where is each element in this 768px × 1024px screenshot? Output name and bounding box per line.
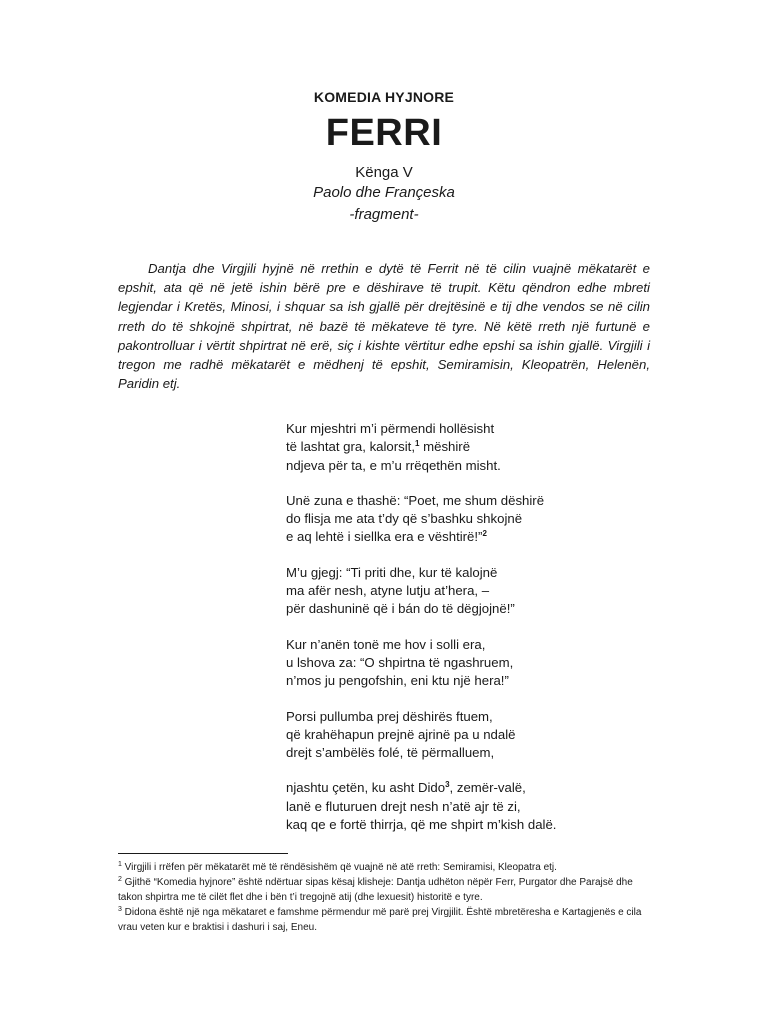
stanza-5: [286, 708, 686, 763]
footnote-number: 1: [118, 861, 122, 868]
canto-subtitle: Paolo dhe Françeska: [313, 184, 455, 201]
verse-line: që krahëhapun prejnë ajrinë pa u ndalë: [286, 726, 516, 742]
verse-line: Unë zuna e thashë: “Poet, me shum dëshirë: [286, 492, 545, 508]
stanza-4: [286, 636, 686, 691]
verse-line: [286, 528, 686, 546]
verse-line: [286, 438, 686, 456]
footnote-divider: [118, 853, 288, 854]
verse-text: njashtu çetën, ku asht Dido: [286, 780, 446, 796]
footnotes: [118, 860, 650, 935]
footnote-3: [118, 905, 650, 935]
verse-line: për dashuninë që i bán do të dëgjojnë!”: [286, 601, 515, 617]
verse-line: M’u gjegj: “Ti priti dhe, kur të kalojnë: [286, 564, 498, 580]
stanza-6: [286, 779, 686, 834]
verse-line: do flisja me ata t’dy që s’bashku shkojnë: [286, 511, 523, 527]
verse-line: ndjeva për ta, e m’u rrëqethën misht.: [286, 457, 501, 473]
footnote-text: Gjithë “Komedia hyjnore” është ndërtuar sipas kësaj klisheje: Dantja udhëton nëpër Ferr, Purgator dhe Parajsë dhe takon shpirtra me të cilët flet dhe i bën t’i tregojnë atij (dhe lexuesit) historitë e tyre.: [118, 877, 633, 903]
footnote-ref-3[interactable]: 3: [445, 780, 450, 790]
fragment-label: -fragment-: [349, 206, 419, 223]
verse-line: Porsi pullumba prej dëshirës ftuem,: [286, 708, 493, 724]
footnote-ref-1[interactable]: 1: [415, 439, 420, 449]
verse-line: [286, 779, 686, 797]
verse-line: drejt s’ambëlës folé, të përmalluem,: [286, 745, 495, 761]
footnote-text: Virgjili i rrëfen për mëkatarët më të rëndësishëm që vuajnë në atë rreth: Semiramisi, Kleopatra etj.: [121, 862, 557, 873]
verse-line: Kur n’anën tonë me hov i solli era,: [286, 636, 486, 652]
verse-line: ma afër nesh, atyne lutju at’hera, –: [286, 583, 490, 599]
series-title: KOMEDIA HYJNORE: [313, 89, 455, 105]
verse-text: e aq lehtë i siellka era e vështirë!”: [286, 529, 483, 545]
page-title: FERRI: [325, 112, 443, 154]
verse-text: mëshirë: [419, 439, 471, 455]
footnote-ref-2[interactable]: 2: [482, 529, 487, 539]
intro-paragraph: Dantja dhe Virgjili hyjnë në rrethin e dytë të Ferrit në të cilin vuajnë mëkatarët e epshit, ata që në jetë ishin bërë pre e dëshirave të trupit. Këtu qëndron edhe mbreti legjendar i Kretës, Minosi, i shquar sa ish gjallë për drejtësinë e tij dhe vendos se në cilin rreth do të shkojnë shpirtrat, në bazë të mëkateve të tyre. Në këtë rreth një furtunë e pakontrolluar i vërtit shpirtrat në erë, siç i kishte vërtitur edhe epshi sa ishin gjallë. Virgjili i tregon me radhë mëkatarët e mëdhenj të epshit, Semiramisin, Kleopatrën, Helenën, Paridin etj.: [118, 261, 650, 392]
verse-line: u lshova za: “O shpirtna të ngashruem,: [286, 654, 514, 670]
verse-text: të lashtat gra, kalorsit,: [286, 439, 416, 455]
poem: [286, 420, 686, 851]
footnote-number: 2: [118, 876, 122, 883]
verse-line: Kur mjeshtri m’i përmendi hollësisht: [286, 421, 495, 436]
stanza-2: [286, 492, 686, 547]
footnote-2: [118, 875, 650, 905]
stanza-1: [286, 420, 686, 475]
footnote-text: Didona është një nga mëkataret e famshme përmendur më parë prej Virgjilit. Është mbretëresha e Kartagjenës e cila vrau veten kur e braktisi i dashuri i saj, Eneu.: [118, 907, 642, 933]
verse-line: n’mos ju pengofshin, eni ktu një hera!”: [286, 673, 509, 689]
stanza-3: [286, 564, 686, 619]
verse-line: kaq qe e fortë thirrja, që me shpirt m’kish dalë.: [286, 817, 557, 833]
footnote-number: 3: [118, 906, 122, 913]
canto-label: Kënga V: [355, 164, 413, 181]
footnote-1: [118, 860, 650, 875]
verse-text: , zemër-valë,: [449, 780, 526, 796]
verse-line: lanë e fluturuen drejt nesh n’atë ajr të zi,: [286, 798, 521, 814]
